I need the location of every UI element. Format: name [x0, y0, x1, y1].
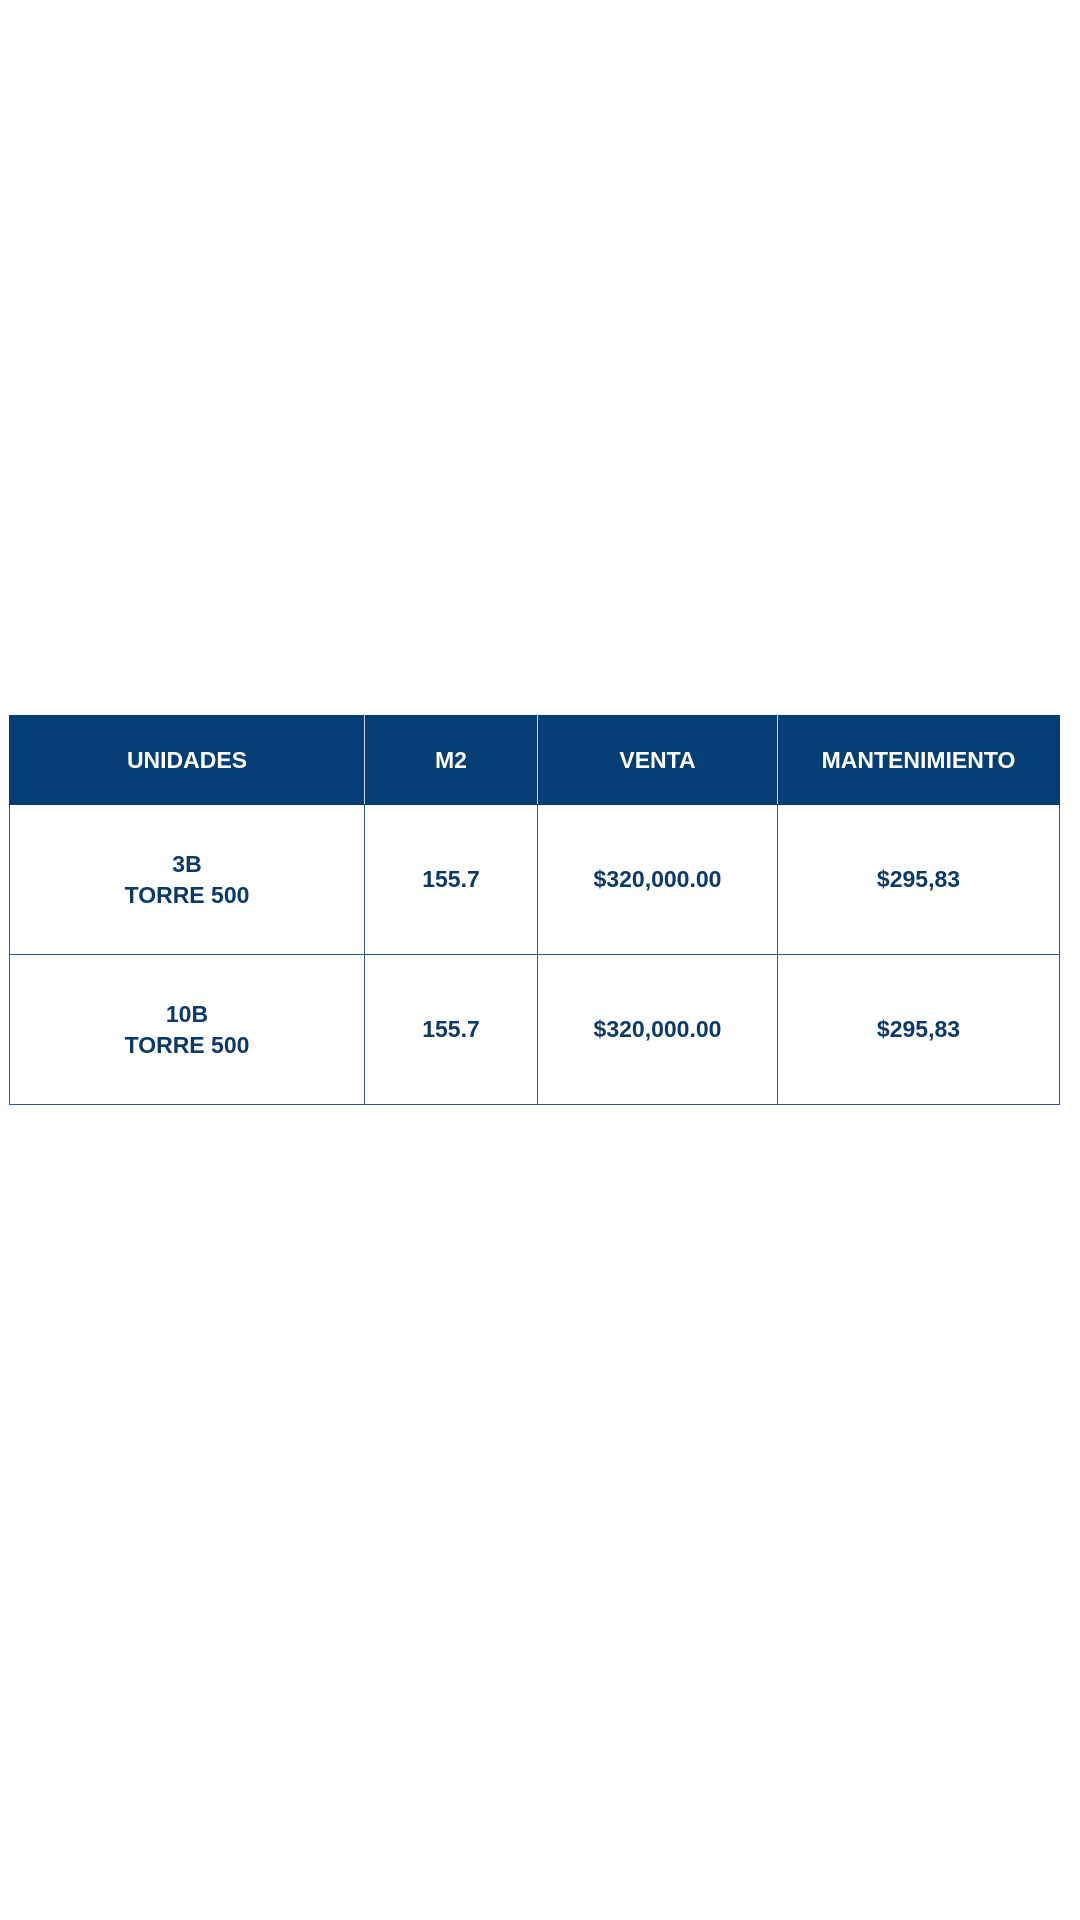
table-row: [10, 955, 1060, 1105]
cell-mantenimiento: $295,83: [778, 805, 1060, 955]
header-mantenimiento: MANTENIMIENTO: [778, 716, 1060, 805]
table-body: [10, 805, 1060, 1105]
units-price-table: [9, 715, 1060, 1105]
cell-m2: 155.7: [365, 955, 538, 1105]
cell-venta: $320,000.00: [538, 955, 778, 1105]
header-unidades: UNIDADES: [10, 716, 365, 805]
table-header: [10, 716, 1060, 805]
table-row: [10, 805, 1060, 955]
unit-tower: TORRE 500: [124, 881, 250, 908]
unit-code: 3B: [172, 850, 202, 877]
cell-venta: $320,000.00: [538, 805, 778, 955]
cell-unidad: [10, 805, 365, 955]
unit-code: 10B: [165, 1000, 209, 1027]
cell-unidad: [10, 955, 365, 1105]
header-m2: M2: [365, 716, 538, 805]
cell-m2: 155.7: [365, 805, 538, 955]
cell-mantenimiento: $295,83: [778, 955, 1060, 1105]
header-venta: VENTA: [538, 716, 778, 805]
header-row: [10, 716, 1060, 805]
unit-tower: TORRE 500: [124, 1031, 250, 1058]
